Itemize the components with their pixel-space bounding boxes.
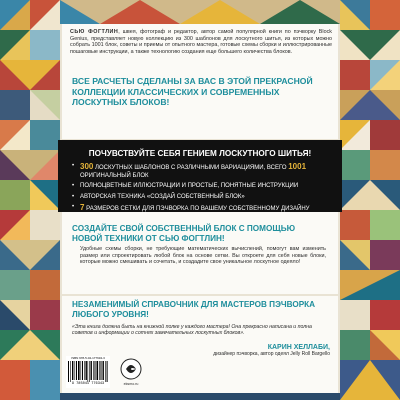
intro-paragraph — [70, 29, 332, 55]
headline-reference: НЕЗАМЕНИМЫЙ СПРАВОЧНИК ДЛЯ МАСТЕРОВ ПЭЧВОРКА ЛЮБОГО УРОВНЯ! — [72, 300, 316, 319]
feature-number: 7 — [80, 203, 85, 213]
feature-panel-title: ПОЧУВСТВУЙТЕ СЕБЯ ГЕНИЕМ ЛОСКУТНОГО ШИТЬЯ! — [88, 149, 312, 158]
feature-text: РАЗМЕРОВ СЕТКИ ДЛЯ ПЭЧВОРКА ПО ВАШЕМУ СОБСТВЕННОМУ ДИЗАЙНУ — [84, 206, 310, 213]
feature-text: ЛОСКУТНЫХ ШАБЛОНОВ С РАЗЛИЧНЫМИ ВАРИАЦИЯМИ, ВСЕГО — [93, 165, 289, 171]
headline-calculations: ВСЕ РАСЧЕТЫ СДЕЛАНЫ ЗА ВАС В ЭТОЙ ПРЕКРАСНОЙ КОЛЛЕКЦИИ КЛАССИЧЕСКИХ И СОВРЕМЕННЫХ ЛОСКУТНЫХ БЛОКОВ! — [72, 76, 313, 108]
intro-text: , швея, фотограф и редактор, автор самой популярной книги по пэчворку Block Genius, представляет новую коллекцию из 300 шаблонов для лоскутного шитья, из которых можно собрать 1001 блок, советы и приемы от опытного мастера, готовые схемы сборки и иллюстрированные пошаговые инструкции, а также технологию создания еще большего количества блоков. — [70, 29, 332, 55]
barcode-number: 9 785041 776343 — [71, 382, 105, 386]
headline-create-block: СОЗДАЙТЕ СВОЙ СОБСТВЕННЫЙ БЛОК С ПОМОЩЬЮ НОВОЙ ТЕХНИКИ ОТ СЬЮ ФОГТЛИН! — [72, 224, 296, 243]
feature-number: 300 — [80, 162, 94, 171]
bullet-icon: • — [72, 193, 75, 200]
quote-author-description: дизайнер пэчворка, автор одеял Jelly Roll Bargello — [213, 351, 330, 357]
publisher-logo-icon — [120, 358, 142, 380]
bullet-icon: • — [72, 204, 75, 211]
feature-text: АВТОРСКАЯ ТЕХНИКА «СОЗДАЙ СОБСТВЕННЫЙ БЛОК» — [80, 193, 245, 200]
isbn-text: ISBN 978-5-04-177634-3 — [71, 356, 105, 360]
isbn-barcode — [66, 356, 110, 388]
barcode-bars — [68, 361, 108, 382]
feature-list — [72, 163, 328, 217]
quote-author-name: КАРИН ХЕЛЛАБИ, — [267, 344, 330, 351]
feature-item — [72, 183, 328, 191]
feature-text: ОРИГИНАЛЬНЫЙ БЛОК — [80, 172, 149, 179]
feature-text: ПОЛНОЦВЕТНЫЕ ИЛЛЮСТРАЦИИ И ПРОСТЫЕ, ПОНЯТНЫЕ ИНСТРУКЦИИ — [80, 183, 299, 190]
bullet-icon: • — [72, 163, 75, 169]
publisher-url: eksmo.ru — [123, 382, 139, 386]
feature-item — [72, 163, 328, 180]
bullet-icon: • — [72, 183, 75, 190]
feature-item — [72, 194, 328, 202]
feature-number: 1001 — [288, 162, 307, 171]
technique-paragraph: Удобные схемы сборки, не требующие математических вычислений, помогут вам изменить размер или спроектировать любой блок на основе сетки. Вы откроете для себя новые блоки, которые можно смешивать и сочетать, и создадите свое уникальное лоскутное одеяло! — [80, 246, 326, 266]
feature-item — [72, 204, 328, 214]
review-quote: «Эта книга должна быть на книжной полке у каждого мастера! Она прекрасно написана и полна советов и информации о сотнях замечательных лоскутных блоков». — [72, 324, 312, 337]
quote-author — [130, 344, 330, 357]
publisher-logo — [120, 358, 142, 388]
author-name-caps: СЬЮ ФОГТЛИН — [70, 29, 119, 35]
